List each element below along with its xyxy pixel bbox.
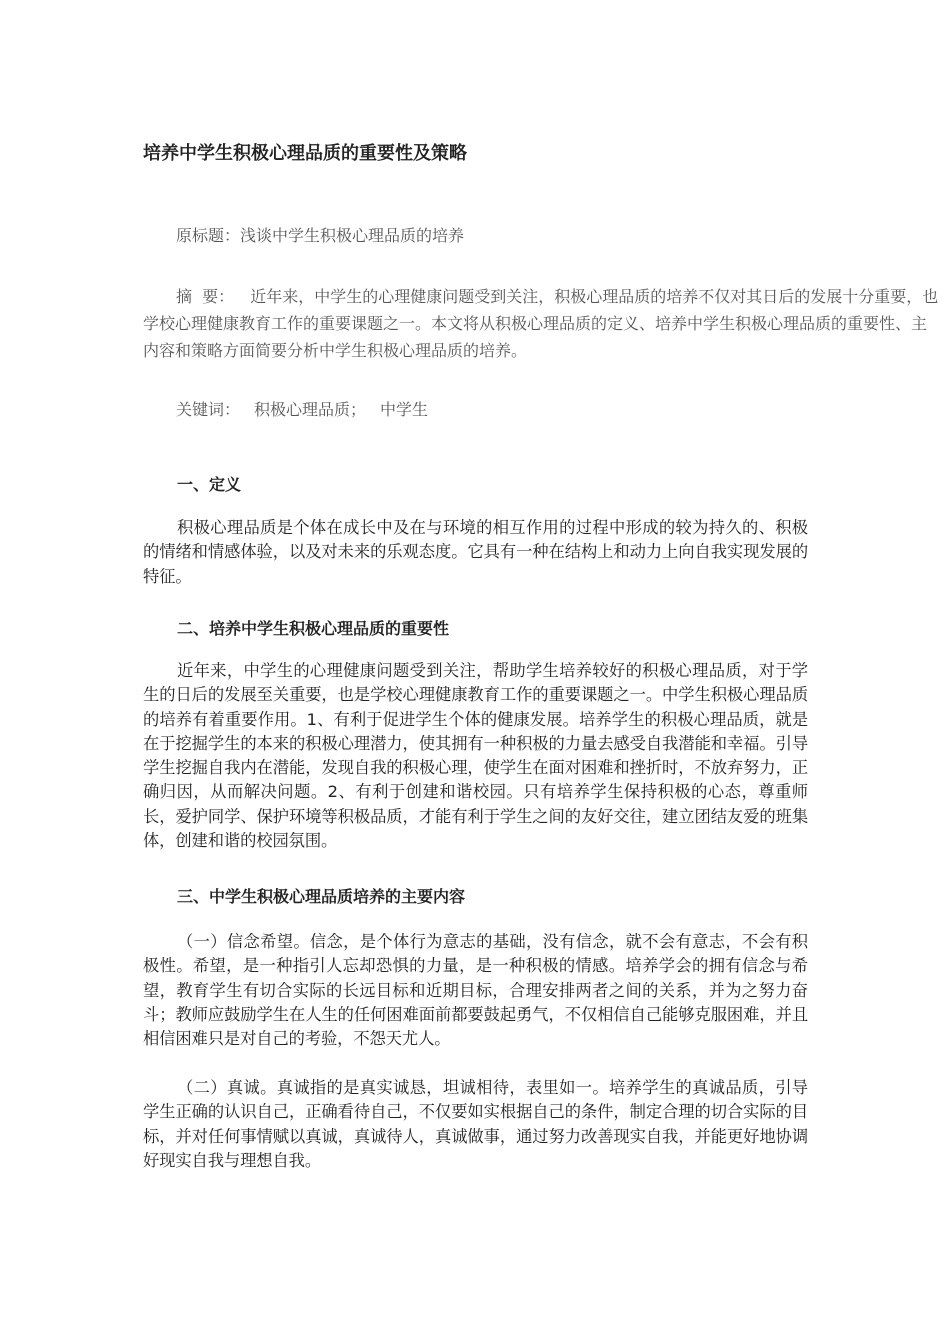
abstract-line: 内容和策略方面简要分析中学生积极心理品质的培养。 (143, 341, 528, 360)
keyword-item: 中学生 (380, 400, 429, 419)
keyword-item: 积极心理品质； (254, 400, 367, 419)
section-paragraph: （一）信念希望。信念，是个体行为意志的基础，没有信念，就不会有意志，不会有积极性。希望，是一种指引人忘却恐惧的力量，是一种积极的情感。培养学会的拥有信念与希望，教育学生有切合实际的长远目标和近期目标，合理安排两者之间的关系，并为之努力奋斗；教师应鼓励学生在人生的任何困难面前都要鼓起勇气，不仅相信自己能够克服困难，并且相信困难只是对自己的考验，不怨天尤人。 (143, 932, 808, 1049)
abstract-label: 摘 要： (176, 287, 235, 306)
section-heading: 二、培养中学生积极心理品质的重要性 (177, 619, 450, 638)
section-heading: 三、中学生积极心理品质培养的主要内容 (177, 887, 466, 906)
original-title (176, 223, 464, 246)
original-title-text: 浅谈中学生积极心理品质的培养 (240, 226, 465, 245)
abstract-line (143, 283, 950, 310)
abstract-line: 学校心理健康教育工作的重要课题之一。本文将从积极心理品质的定义、培养中学生积极心理品质的重要性、主 (143, 314, 928, 333)
section-paragraph: 近年来，中学生的心理健康问题受到关注，帮助学生培养较好的积极心理品质，对于学生的日后的发展至关重要，也是学校心理健康教育工作的重要课题之一。中学生积极心理品质的培养有着重要作用。1、有利于促进学生个体的健康发展。培养学生的积极心理品质，就是在于挖掘学生的本来的积极心理潜力，使其拥有一种积极的力量去感受自我潜能和幸福。引导学生挖掘自我内在潜能，发现自我的积极心理，使学生在面对困难和挫折时，不放弃努力，正确归因，从而解决问题。2、有利于创建和谐校园。只有培养学生保持积极的心态，尊重师长，爱护同学、保护环境等积极品质，才能有利于学生之间的友好交往，建立团结友爱的班集体，创建和谐的校园氛围。 (143, 661, 808, 851)
section-heading: 一、定义 (177, 475, 242, 494)
keywords (176, 397, 428, 420)
keywords-label: 关键词： (176, 400, 241, 419)
section-paragraph: （二）真诚。真诚指的是真实诚恳，坦诚相待，表里如一。培养学生的真诚品质，引导学生正确的认识自己，正确看待自己，不仅要如实根据自己的条件，制定合理的切合实际的目标，并对任何事情赋以真诚，真诚待人，真诚做事，通过努力改善现实自我，并能更好地协调好现实自我与理想自我。 (143, 1078, 808, 1170)
abstract-text: 近年来，中学生的心理健康问题受到关注，积极心理品质的培养不仅对其日后的发展十分重要，也 (250, 287, 939, 306)
abstract (143, 283, 950, 364)
section-paragraph: 积极心理品质是个体在成长中及在与环境的相互作用的过程中形成的较为持久的、积极的情绪和情感体验，以及对未来的乐观态度。它具有一种在结构上和动力上向自我实现发展的特征。 (143, 518, 808, 586)
page-title: 培养中学生积极心理品质的重要性及策略 (143, 143, 467, 164)
original-title-label: 原标题： (176, 226, 241, 245)
